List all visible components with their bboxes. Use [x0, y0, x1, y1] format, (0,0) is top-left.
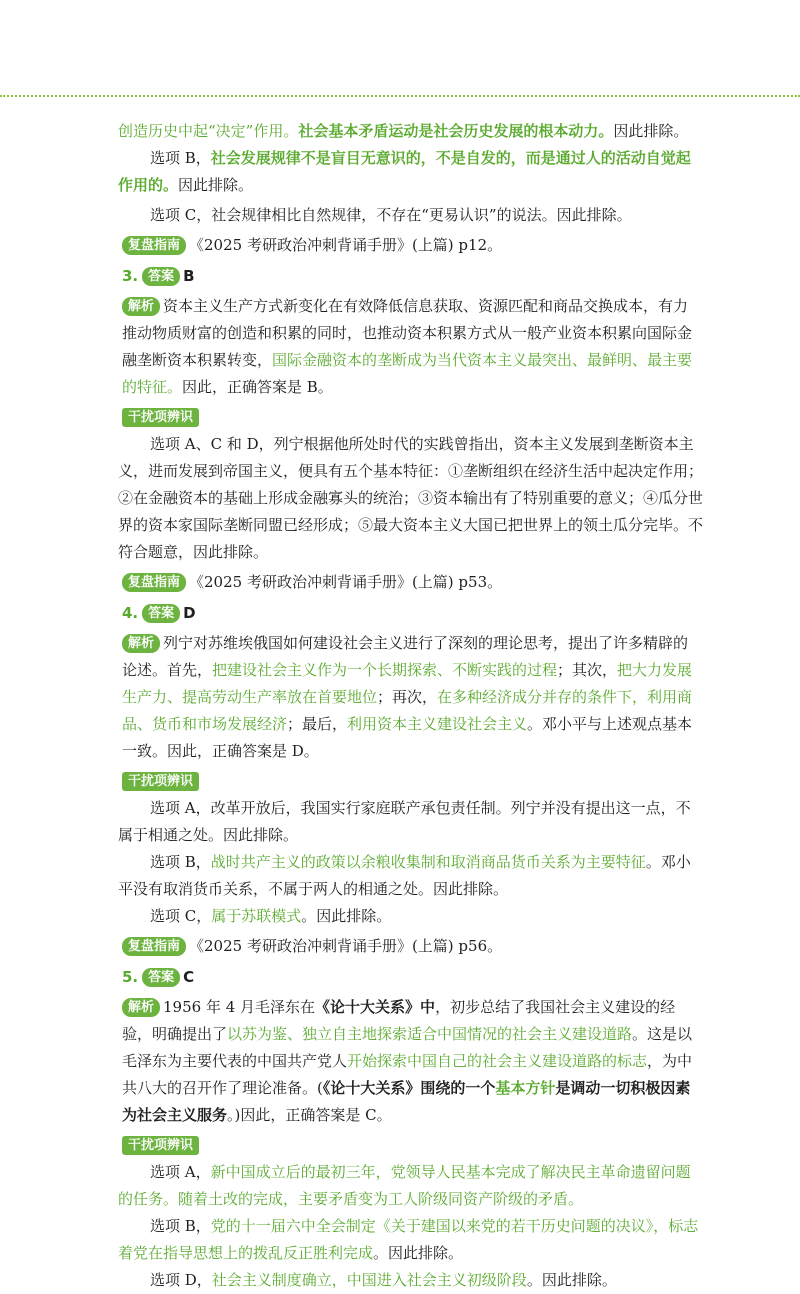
question-3-distractor-text: 选项 A、C 和 D，列宁根据他所处时代的实践曾指出，资本主义发展到垄断资本主义，进而发展到帝国主义，便具有五个基本特征：①垄断组织在经济生活中起决定作用；②在金融资本的基础上形成金融寡头的统治；③资本输出有了特别重要的意义；④瓜分世界的资本家国际垄断同盟已经形成；⑤最大资本主义大国已把世界上的领土瓜分完毕。不符合题意，因此排除。: [118, 435, 704, 561]
distractor-heading-5: [118, 1132, 703, 1159]
answer-page-content: [118, 118, 703, 1294]
question-4-answer: [118, 600, 703, 627]
question-5-option-b: 选项 B，党的十一届六中全会制定《关于建国以来党的若干历史问题的决议》，标志着党在指导思想上的拨乱反正胜利完成。因此排除。: [118, 1217, 699, 1262]
question-5-option-d: 选项 D，社会主义制度确立，中国进入社会主义初级阶段。因此排除。: [150, 1271, 617, 1289]
analysis-tag: 解析: [122, 634, 160, 653]
distractor-tag: 干扰项辨识: [122, 1136, 199, 1155]
paragraph-option-c: 选项 C，社会规律相比自然规律，不存在“更易认识”的说法。因此排除。: [150, 206, 632, 224]
distractor-heading-4: [118, 768, 703, 795]
answer-letter: C: [183, 968, 195, 986]
question-3-answer: [118, 263, 703, 290]
answer-tag: 答案: [142, 604, 180, 623]
distractor-tag: 干扰项辨识: [122, 408, 199, 427]
question-number: 5.: [122, 968, 139, 986]
distractor-tag: 干扰项辨识: [122, 772, 199, 791]
paragraph-continuation: 创造历史中起“决定”作用。社会基本矛盾运动是社会历史发展的根本动力。因此排除。: [118, 122, 689, 140]
review-guide-tag: 复盘指南: [122, 937, 186, 956]
analysis-tag: 解析: [122, 297, 160, 316]
top-dotted-divider: [0, 95, 800, 97]
answer-letter: D: [183, 604, 196, 622]
question-3-analysis: 解析 资本主义生产方式新变化在有效降低信息获取、资源匹配和商品交换成本，有力推动物质财富的创造和积累的同时，也推动资本积累方式从一般产业资本积累向国际金融垄断资本积累转变，国际金融资本的垄断成为当代资本主义最突出、最鲜明、最主要的特征。因此，正确答案是 B。: [122, 297, 693, 396]
review-guide-2: 复盘指南 《2025 考研政治冲刺背诵手册》(上篇) p12。: [118, 232, 703, 259]
question-4-option-b: 选项 B，战时共产主义的政策以余粮收集制和取消商品货币关系为主要特征。邓小平没有取消货币关系，不属于两人的相通之处。因此排除。: [118, 853, 691, 898]
review-guide-3: 复盘指南 《2025 考研政治冲刺背诵手册》(上篇) p53。: [118, 569, 703, 596]
review-guide-tag: 复盘指南: [122, 236, 186, 255]
distractor-heading-3: [118, 404, 703, 431]
analysis-tag: 解析: [122, 998, 160, 1017]
question-number: 3.: [122, 267, 139, 285]
question-4-option-a: 选项 A，改革开放后，我国实行家庭联产承包责任制。列宁并没有提出这一点，不属于相通之处。因此排除。: [118, 799, 691, 844]
paragraph-option-b: 选项 B，社会发展规律不是盲目无意识的，不是自发的，而是通过人的活动自觉起作用的。因此排除。: [118, 149, 691, 194]
answer-tag: 答案: [142, 968, 180, 987]
answer-letter: B: [183, 267, 195, 285]
question-number: 4.: [122, 604, 139, 622]
question-5-analysis: 解析 1956 年 4 月毛泽东在《论十大关系》中，初步总结了我国社会主义建设的经验，明确提出了以苏为鉴、独立自主地探索适合中国情况的社会主义建设道路。这是以毛泽东为主要代表的中国共产党人开始探索中国自己的社会主义建设道路的标志，为中共八大的召开作了理论准备。(《论十大关系》围绕的一个基本方针是调动一切积极因素为社会主义服务。)因此，正确答案是 C。: [122, 998, 693, 1124]
review-guide-tag: 复盘指南: [122, 573, 186, 592]
review-guide-4: 复盘指南 《2025 考研政治冲刺背诵手册》(上篇) p56。: [118, 933, 703, 960]
question-4-analysis: 解析 列宁对苏维埃俄国如何建设社会主义进行了深刻的理论思考，提出了许多精辟的论述。首先，把建设社会主义作为一个长期探索、不断实践的过程；其次，把大力发展生产力、提高劳动生产率放在首要地位；再次，在多种经济成分并存的条件下，利用商品、货币和市场发展经济；最后，利用资本主义建设社会主义。邓小平与上述观点基本一致。因此，正确答案是 D。: [122, 634, 693, 760]
question-5-answer: [118, 964, 703, 991]
question-5-option-a: 选项 A，新中国成立后的最初三年，党领导人民基本完成了解决民主革命遗留问题的任务。随着土改的完成，主要矛盾变为工人阶级同资产阶级的矛盾。: [118, 1163, 691, 1208]
question-4-option-c: 选项 C，属于苏联模式。因此排除。: [150, 907, 392, 925]
answer-tag: 答案: [142, 267, 180, 286]
